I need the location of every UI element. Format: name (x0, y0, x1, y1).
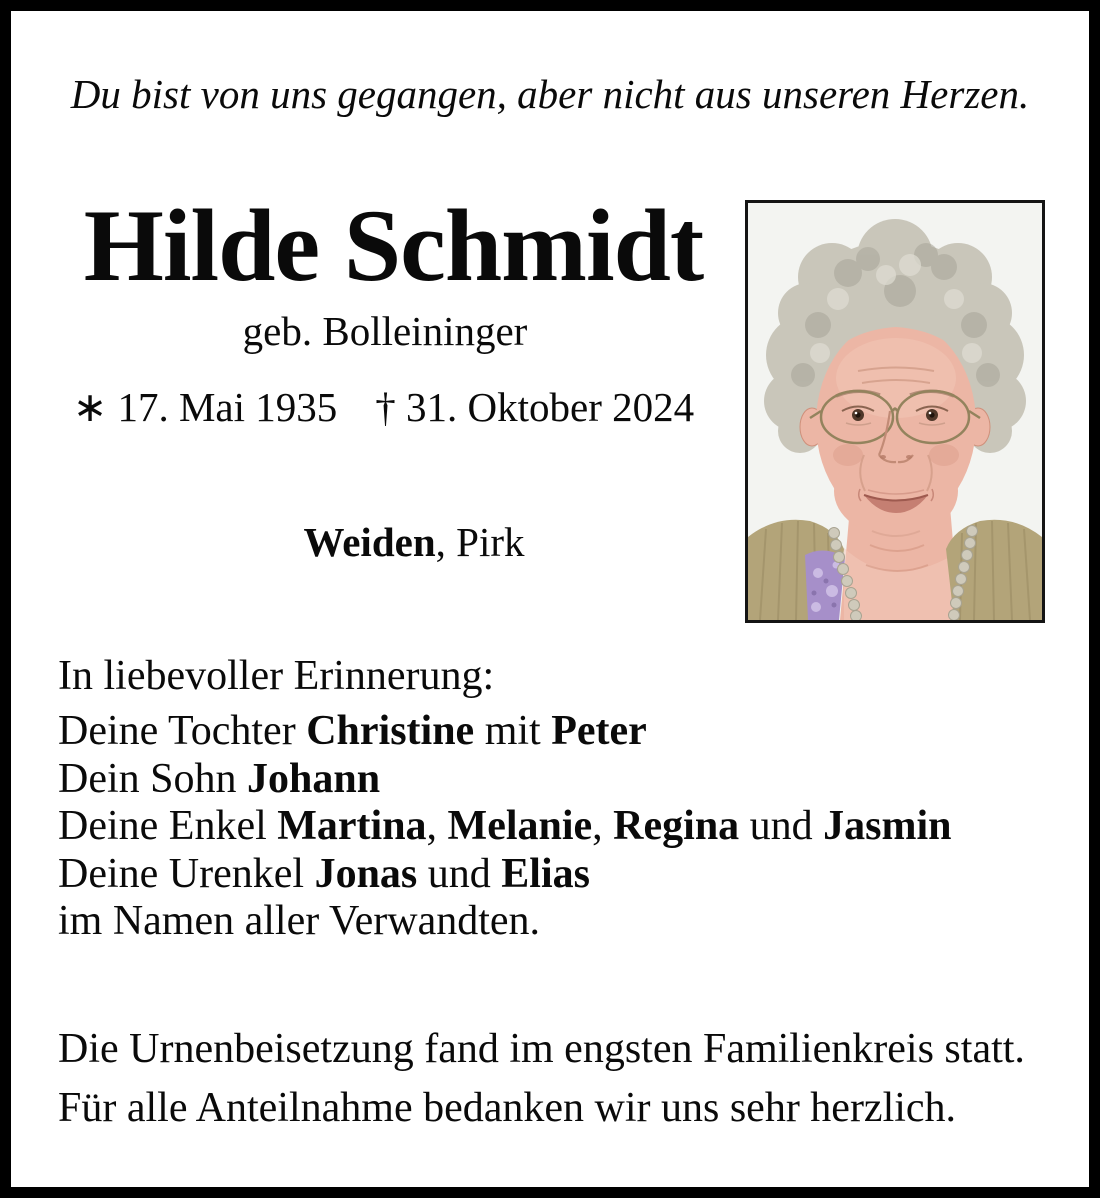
text-segment: , Pirk (435, 519, 525, 565)
closing-line: Für alle Anteilnahme bedanken wir uns sehr herzlich. (58, 1085, 957, 1131)
remembrance-line (58, 803, 952, 851)
birth-date-text: 17. Mai 1935 (117, 384, 338, 430)
text-segment: Elias (501, 850, 590, 897)
text-segment: Johann (247, 755, 381, 802)
text-segment: Deine Urenkel (58, 850, 315, 897)
remembrance-lines (58, 708, 952, 946)
remembrance-line (58, 756, 952, 804)
maiden-name: geb. Bolleininger (242, 308, 528, 354)
text-segment: Deine Enkel (58, 803, 278, 849)
text-segment: , (592, 803, 614, 849)
text-segment: und (417, 850, 502, 897)
text-segment: Jonas (314, 850, 418, 897)
remembrance-line (58, 708, 952, 756)
text-segment: Regina (613, 803, 740, 849)
text-segment: Jasmin (823, 803, 952, 849)
life-dates (11, 383, 756, 431)
memorial-quote: Du bist von uns gegangen, aber nicht aus unseren Herzen. (70, 71, 1030, 117)
closing-section (58, 1023, 1025, 1141)
text-segment: Martina (277, 803, 427, 849)
birth-star-icon: ∗ (72, 384, 108, 430)
deceased-name: Hilde Schmidt (83, 189, 704, 303)
text-segment: Dein Sohn (58, 755, 247, 802)
portrait-photo (745, 200, 1045, 623)
text-segment: Deine Tochter (58, 708, 307, 754)
birth-date (73, 384, 337, 430)
residence (47, 519, 781, 565)
remembrance-line (58, 898, 952, 946)
remembrance-section (58, 653, 952, 946)
text-segment: Peter (551, 708, 647, 754)
death-date (375, 384, 694, 430)
death-date-text: 31. Oktober 2024 (406, 384, 695, 430)
text-segment: Christine (306, 708, 475, 754)
portrait-illustration (748, 203, 1042, 620)
text-segment: im Namen aller Verwandten. (58, 898, 541, 944)
remembrance-heading: In liebevoller Erinnerung: (58, 653, 495, 699)
text-segment: und (739, 803, 824, 849)
death-cross-icon: † (375, 384, 396, 430)
closing-line: Die Urnenbeisetzung fand im engsten Familienkreis statt. (58, 1026, 1025, 1072)
text-segment: mit (474, 708, 552, 754)
text-segment: , (426, 803, 448, 849)
text-segment: Melanie (447, 803, 593, 849)
text-segment: Weiden (303, 519, 436, 565)
remembrance-line (58, 851, 952, 899)
